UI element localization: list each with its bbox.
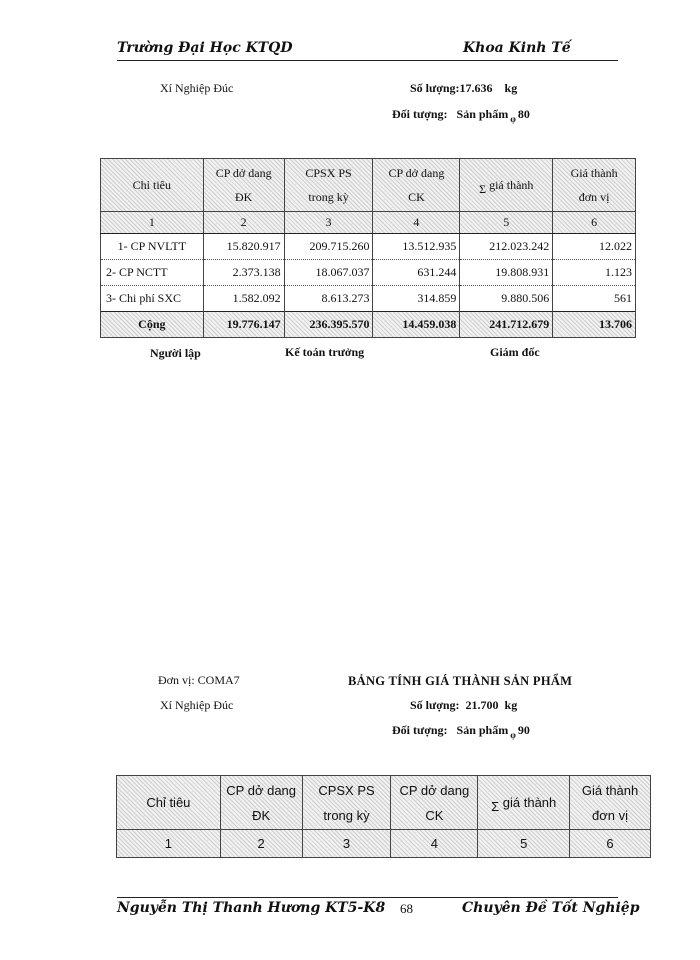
col-num-4: 4	[391, 830, 478, 858]
col-num-6: 6	[570, 830, 651, 858]
cell-value: 314.859	[373, 286, 460, 312]
cell-value: 18.067.037	[284, 260, 373, 286]
col-num-4: 4	[373, 212, 460, 234]
col-num-3: 3	[302, 830, 391, 858]
quantity-unit: kg	[504, 81, 518, 95]
total-value: 236.395.570	[284, 312, 373, 338]
cell-value: 631.244	[373, 260, 460, 286]
object-size: 80	[517, 107, 530, 121]
header-faculty: Khoa Kinh Tế	[463, 40, 571, 56]
quantity-unit-2: kg	[504, 698, 518, 712]
object-label-2: Đối tượng:	[392, 723, 448, 737]
quantity-line	[410, 81, 517, 96]
total-label: Cộng	[101, 312, 204, 338]
object-product: Sản phẩm	[456, 107, 509, 121]
total-value: 13.706	[553, 312, 636, 338]
signature-preparer: Người lập	[150, 346, 201, 360]
table-header-row-2	[117, 776, 651, 830]
enterprise-name: Xí Nghiệp Đúc	[160, 81, 234, 95]
unit-name: Đơn vị: COMA7	[158, 673, 240, 687]
phi-symbol: φ	[510, 114, 516, 124]
total-row	[101, 312, 636, 338]
header-cp-do-dang-ck-2: CP dở dang CK	[391, 776, 478, 830]
footer-author: Nguyễn Thị Thanh Hương KT5-K8	[117, 900, 386, 916]
object-line-2	[392, 723, 530, 738]
col-num-6: 6	[553, 212, 636, 234]
header-sum-gia-thanh: Σ giá thành	[460, 159, 553, 212]
quantity-label-2: Số lượng:	[410, 698, 460, 712]
col-num-5: 5	[478, 830, 570, 858]
table-row	[101, 286, 636, 312]
col-num-2: 2	[203, 212, 284, 234]
header-gia-thanh-don-vi: Giá thành đơn vị	[553, 159, 636, 212]
sigma-symbol: Σ	[479, 181, 487, 196]
cost-table-1	[100, 158, 636, 338]
header-cp-do-dang-dk-2: CP dở dang ĐK	[220, 776, 302, 830]
row-label: 2- CP NCTT	[101, 260, 204, 286]
column-number-row-2	[117, 830, 651, 858]
quantity-line-2	[410, 698, 517, 713]
cell-value: 1.582.092	[203, 286, 284, 312]
header-chi-tieu: Chỉ tiêu	[101, 159, 204, 212]
page-number: 68	[400, 901, 413, 916]
col-num-2: 2	[220, 830, 302, 858]
header-cp-do-dang-ck: CP dở dang CK	[373, 159, 460, 212]
page-title: BẢNG TÍNH GIÁ THÀNH SẢN PHẨM	[348, 674, 573, 688]
cell-value: 15.820.917	[203, 234, 284, 260]
cell-value: 209.715.260	[284, 234, 373, 260]
sigma-symbol-2: Σ	[491, 799, 500, 814]
col-num-3: 3	[284, 212, 373, 234]
total-value: 14.459.038	[373, 312, 460, 338]
cell-value: 2.373.138	[203, 260, 284, 286]
object-product-2: Sản phẩm	[456, 723, 509, 737]
cell-value: 561	[553, 286, 636, 312]
cell-value: 19.808.931	[460, 260, 553, 286]
cell-value: 8.613.273	[284, 286, 373, 312]
row-label: 1- CP NVLTT	[101, 234, 204, 260]
header-sum-gia-thanh-2: Σ giá thành	[478, 776, 570, 830]
header-cp-do-dang-dk: CP dở dang ĐK	[203, 159, 284, 212]
cell-value: 12.022	[553, 234, 636, 260]
signature-director: Giám đốc	[490, 345, 540, 359]
quantity-value: 17.636	[459, 81, 493, 95]
table-header-row	[101, 159, 636, 212]
object-line	[392, 107, 530, 122]
signature-accountant: Kế toán trưởng	[285, 345, 365, 359]
col-num-1: 1	[117, 830, 221, 858]
table-row	[101, 234, 636, 260]
table-row	[101, 260, 636, 286]
footer-rule	[117, 897, 618, 898]
total-value: 19.776.147	[203, 312, 284, 338]
col-num-1: 1	[101, 212, 204, 234]
object-size-2: 90	[517, 723, 530, 737]
total-value: 241.712.679	[460, 312, 553, 338]
col-num-5: 5	[460, 212, 553, 234]
header-cpsx-ps: CPSX PS trong kỳ	[284, 159, 373, 212]
header-gia-thanh-don-vi-2: Giá thành đơn vị	[570, 776, 651, 830]
cell-value: 13.512.935	[373, 234, 460, 260]
cost-table-2	[116, 775, 651, 858]
header-school: Trường Đại Học KTQD	[117, 40, 293, 56]
quantity-value-2: 21.700	[465, 698, 499, 712]
quantity-label: Số lượng:	[410, 81, 460, 95]
enterprise-name-2: Xí Nghiệp Đúc	[160, 698, 234, 712]
phi-symbol-2: φ	[510, 730, 516, 740]
object-label: Đối tượng:	[392, 107, 448, 121]
footer-topic: Chuyên Đề Tốt Nghiệp	[462, 900, 640, 916]
cell-value: 212.023.242	[460, 234, 553, 260]
cell-value: 9.880.506	[460, 286, 553, 312]
cell-value: 1.123	[553, 260, 636, 286]
header-cpsx-ps-2: CPSX PS trong kỳ	[302, 776, 391, 830]
column-number-row	[101, 212, 636, 234]
header-chi-tieu-2: Chỉ tiêu	[117, 776, 221, 830]
row-label: 3- Chi phí SXC	[101, 286, 204, 312]
header-rule	[117, 60, 618, 61]
